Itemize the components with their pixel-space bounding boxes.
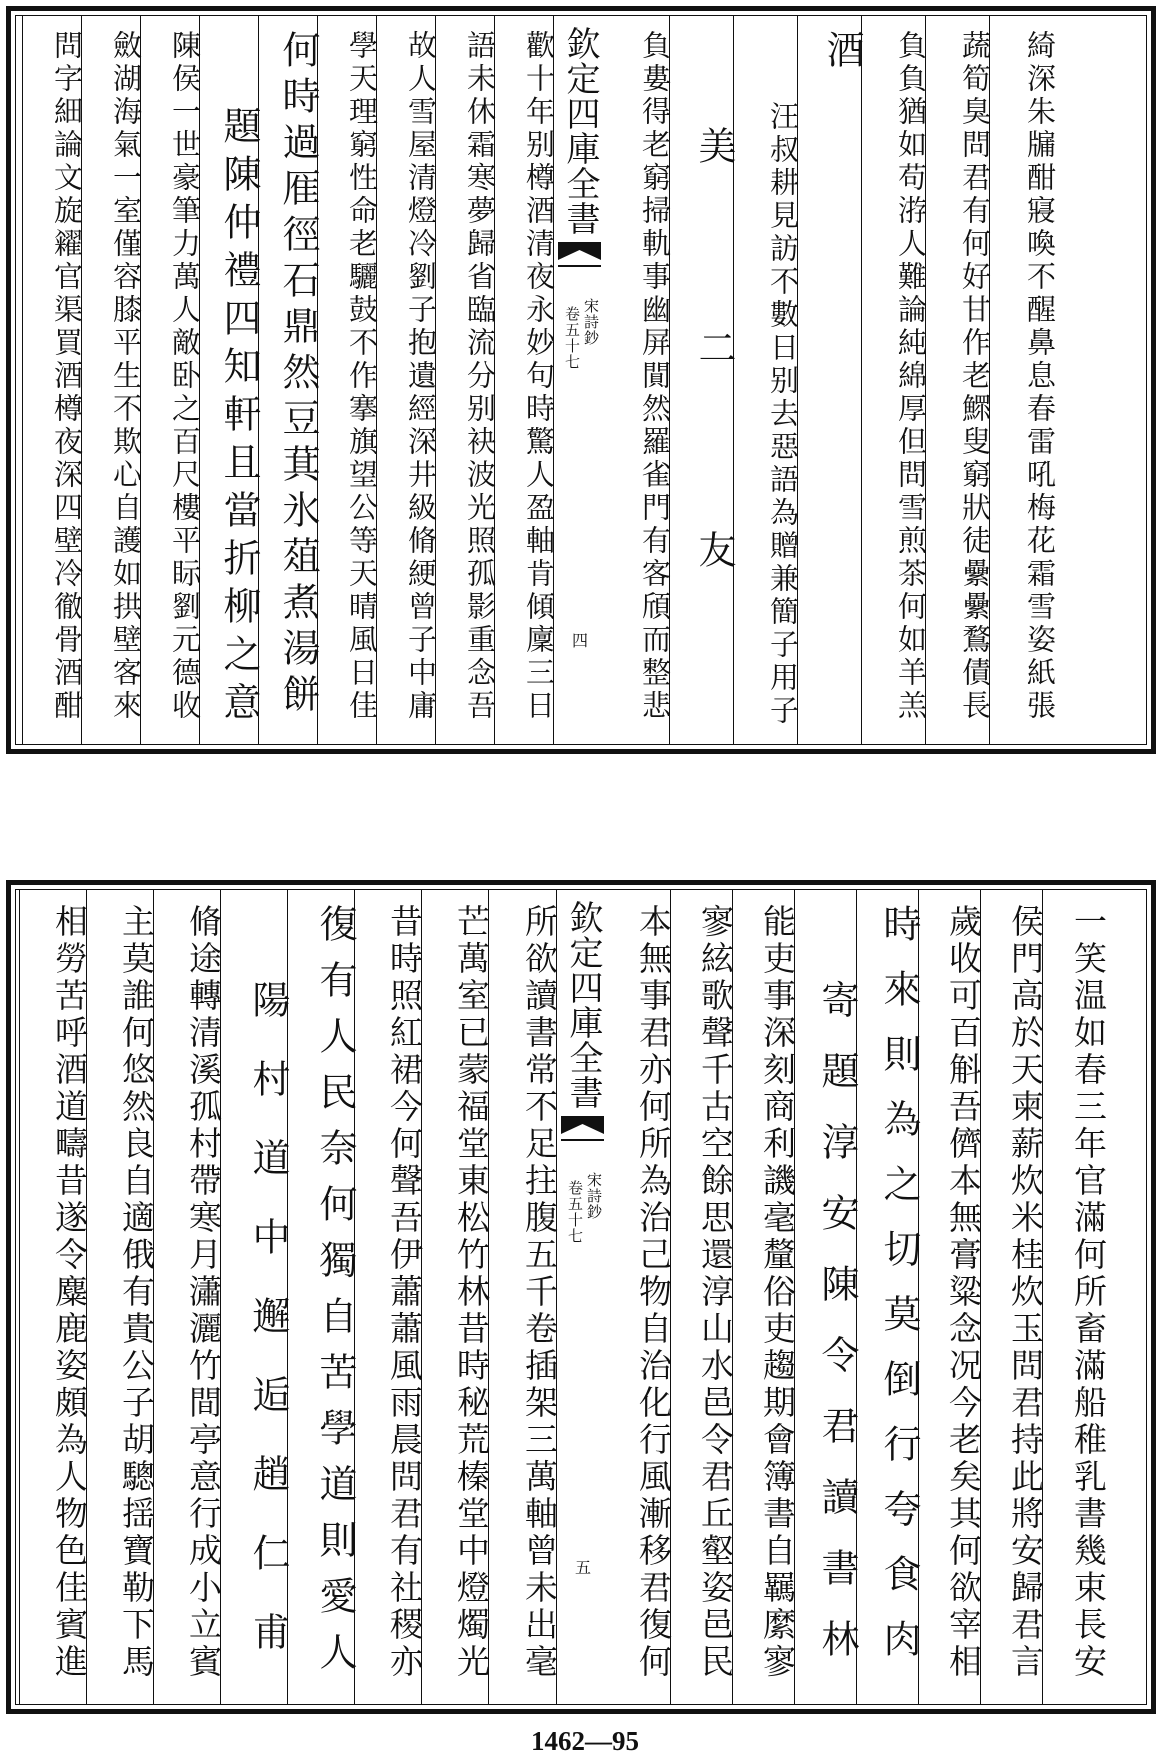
text-column <box>488 890 559 1704</box>
column-text: 負婁得老窮掃軌事幽屏閴然羅雀門有客頎而整悲 <box>638 30 672 723</box>
column-text: 寄題淳安陳令君讀書林 <box>815 980 859 1690</box>
column-text: 能吏事深刻商利譏毫釐俗吏趨期會簿書自羈縻寥 <box>758 904 797 1681</box>
text-column <box>354 890 424 1704</box>
text-column <box>376 16 438 744</box>
text-column <box>980 890 1045 1704</box>
column-text: 所欲讀書常不足拄腹五千卷插架三萬軸曾未出毫 <box>520 904 559 1681</box>
column-text: 美二友 <box>692 126 736 732</box>
column-text: 主莫誰何悠然良自適俄有貴公子胡驄揺寶勒下馬 <box>117 904 156 1681</box>
text-column <box>925 16 992 744</box>
text-column <box>732 890 797 1704</box>
book-title: 宋詩鈔 <box>585 1172 603 1220</box>
text-column <box>287 890 357 1704</box>
text-column <box>733 16 800 744</box>
volume-number: 卷五十七 <box>566 1180 584 1244</box>
column-text: 歲收可百斛吾儕本無膏粱念况今老矣其何欲宰相 <box>944 904 983 1681</box>
text-column <box>608 890 673 1704</box>
collection-title: 欽定四庫全書 <box>560 26 600 236</box>
column-text: 負負猶如苟㳺人難論純綿厚但問雪煎茶何如羊羔 <box>894 30 928 723</box>
text-column <box>199 16 261 744</box>
center-fold <box>553 16 605 744</box>
text-column <box>220 890 290 1704</box>
text-column <box>140 16 202 744</box>
text-column <box>605 16 672 744</box>
column-text: 芒萬室已蒙福堂東松竹林昔時秘荒榛堂中燈燭光 <box>452 904 491 1681</box>
column-text: 蔬筍臭問君有何好甘作老鰥叟窮狀徒纍纍鶩債長 <box>958 30 992 723</box>
column-text: 時來則為之切莫倒行夸食肉 <box>877 904 921 1684</box>
bottom-page <box>6 880 1156 1714</box>
text-column <box>670 890 735 1704</box>
column-text: 寥絃歌聲千古空餘思還淳山水邑令君丘壑姿邑民 <box>696 904 735 1681</box>
text-column <box>19 890 89 1704</box>
column-text: 本無事君亦何所為治己物自治化行風漸移君復何 <box>634 904 673 1681</box>
text-column <box>989 16 1151 744</box>
column-text: 斂湖海氣一室僅容膝平生不欺心自護如拱壁客來 <box>109 30 143 723</box>
text-column <box>1042 890 1151 1704</box>
top-page <box>6 6 1156 754</box>
page-footer-number: 1462—95 <box>531 1726 639 1756</box>
text-column <box>258 16 320 744</box>
column-text: 學天理窮性命老驪鼓不作搴旗望公等天晴風日佳 <box>345 30 379 723</box>
text-column <box>86 890 156 1704</box>
column-text: 相勞苦呼酒道疇昔遂令麋鹿姿頗為人物色佳賓進 <box>50 904 89 1681</box>
column-text: 問字細論文旋糴官渠買酒樽夜深四壁冷徹骨酒酣 <box>50 30 84 723</box>
column-text: 何時過㕍徑石鼎然豆萁氷葅煮湯餅 <box>276 30 320 720</box>
column-text: 酒 <box>820 30 864 734</box>
column-text: 歡十年别樽酒清夜永妙句時驚人盈軸肯傾廩三日 <box>522 30 556 723</box>
text-column <box>856 890 921 1704</box>
text-column <box>797 16 864 744</box>
column-text: 陽村道中邂逅趙仁甫 <box>246 980 290 1691</box>
column-text: 一笑温如春三年官滿何所畜滿船稚乳書幾束長安 <box>1069 904 1108 1681</box>
text-column <box>494 16 556 744</box>
column-text: 昔時照紅裙今何聲吾伊蕭蕭風雨晨問君有社稷亦 <box>385 904 424 1681</box>
bottom-page-frame <box>15 889 1147 1705</box>
center-fold <box>556 890 608 1704</box>
leaf-number: 五 <box>575 1558 592 1577</box>
top-page-frame <box>15 15 1147 745</box>
book-title: 宋詩鈔 <box>582 298 600 346</box>
collection-title: 欽定四庫全書 <box>563 900 603 1110</box>
text-column <box>669 16 736 744</box>
text-column <box>421 890 491 1704</box>
column-text: 復有人民奈何獨自苦學道則愛人 <box>313 904 357 1688</box>
column-text: 陳侯一世豪筆力萬人敵卧之百尺樓平眎劉元德收 <box>168 30 202 723</box>
text-column <box>918 890 983 1704</box>
fish-tail-mark <box>561 1116 604 1142</box>
fish-tail-mark <box>558 242 601 268</box>
text-column <box>794 890 859 1704</box>
text-column <box>317 16 379 744</box>
text-column <box>861 16 928 744</box>
leaf-number: 四 <box>572 631 589 650</box>
column-text: 綺深朱牖酣寢喚不醒鼻息春雷吼梅花霜雪姿紙張 <box>1023 30 1057 723</box>
column-text: 語未休霜寒夢歸省臨流分别袂波光照孤影重念吾 <box>463 30 497 723</box>
column-text: 脩途轉清溪孤村帶寒月瀟灑竹間亭意行成小立賓 <box>184 904 223 1681</box>
text-column <box>435 16 497 744</box>
column-text: 故人雪屋清燈冷劉子抱遺經深井級脩綆曾子中庸 <box>404 30 438 723</box>
text-column <box>22 16 84 744</box>
column-text: 題陳仲禮四知軒且當折柳之意 <box>217 106 261 730</box>
volume-number: 卷五十七 <box>563 306 581 370</box>
column-text: 汪叔耕見訪不數日别去惡語為贈兼簡子用子 <box>766 101 800 728</box>
text-column <box>81 16 143 744</box>
column-text: 侯門高於天柬薪炊米桂炊玉問君持此將安歸君言 <box>1006 904 1045 1681</box>
text-column <box>153 890 223 1704</box>
